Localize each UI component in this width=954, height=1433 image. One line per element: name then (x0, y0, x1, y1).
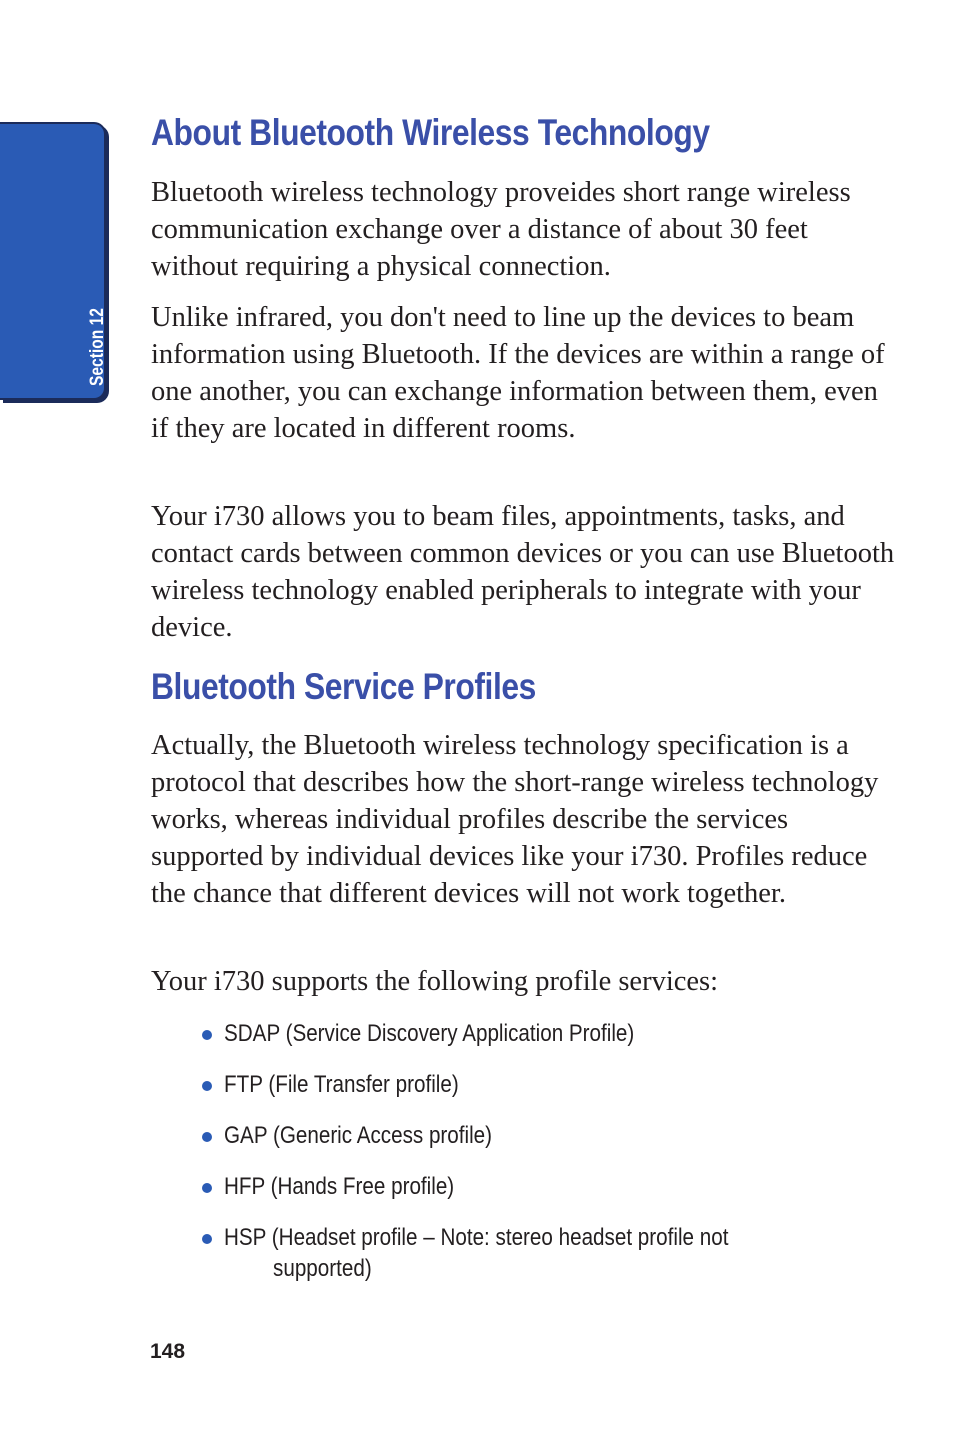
page-number: 148 (150, 1340, 186, 1363)
profile-list (199, 1018, 924, 1282)
list-item (199, 1222, 924, 1282)
paragraph-specification: Actually, the Bluetooth wireless technology specification is a protocol that describes how the short-range wireless technology works, whereas individual profiles describe the services supported by individual devices like your i730. Profiles reduce the chance that different devices will not work together. (151, 730, 879, 909)
paragraph-infrared: Unlike infrared, you don't need to line up the devices to beam information using Bluetooth. If the devices are within a range of one another, you can exchange information between them, even if they are located in different rooms. (151, 302, 885, 444)
list-item-line: supported) (273, 1255, 372, 1282)
list-item: GAP (Generic Access profile) (199, 1120, 924, 1171)
list-item: HFP (Hands Free profile) (199, 1171, 924, 1222)
paragraph-i730-beam: Your i730 allows you to beam files, appointments, tasks, and contact cards between common devices or you can use Bluetooth wireless technology enabled peripherals to integrate with your device. (151, 501, 895, 643)
paragraph-supports: Your i730 supports the following profile services: (151, 966, 719, 997)
bullet-icon (202, 1234, 212, 1244)
heading-about-bluetooth: About Bluetooth Wireless Technology (151, 112, 710, 153)
list-item: SDAP (Service Discovery Application Profile) (199, 1018, 924, 1069)
section-label: Section 12 (87, 308, 108, 386)
heading-service-profiles: Bluetooth Service Profiles (151, 666, 536, 707)
list-item-line: HSP (Headset profile – Note: stereo headset profile not (224, 1224, 729, 1251)
paragraph-intro: Bluetooth wireless technology proveides short range wireless communication exchange over a distance of about 30 feet without requiring a physical connection. (151, 177, 851, 282)
bullet-icon (202, 1132, 212, 1142)
list-item: FTP (File Transfer profile) (199, 1069, 924, 1120)
bullet-icon (202, 1030, 212, 1040)
section-tab (0, 122, 106, 400)
bullet-icon (202, 1183, 212, 1193)
bullet-icon (202, 1081, 212, 1091)
